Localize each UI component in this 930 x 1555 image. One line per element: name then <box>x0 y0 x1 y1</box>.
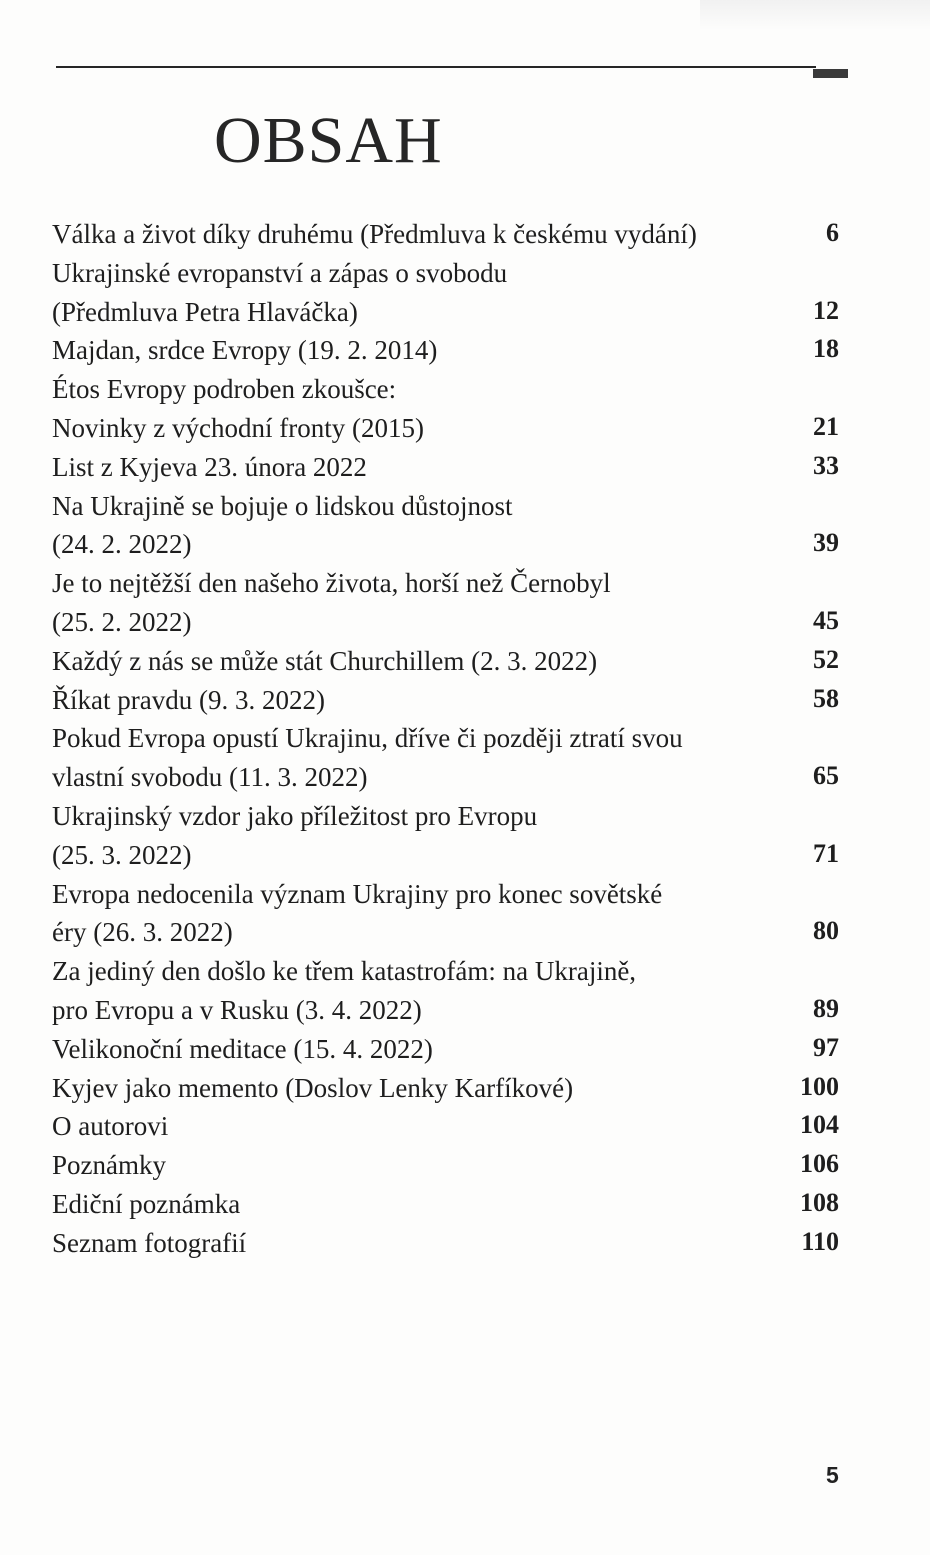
toc-entry <box>52 797 842 875</box>
toc-entry <box>52 875 842 953</box>
toc-entry-page: 89 <box>813 993 839 1023</box>
toc-entry-page: 71 <box>813 838 839 868</box>
toc-entry <box>52 487 842 565</box>
toc-entry <box>52 1185 842 1224</box>
toc-entry-page: 45 <box>813 605 839 635</box>
toc-entry-title: Říkat pravdu (9. 3. 2022) <box>52 684 325 715</box>
toc-entry-page: 58 <box>813 683 839 713</box>
toc-entry-page: 39 <box>813 528 839 558</box>
toc-entry-page: 18 <box>813 334 839 364</box>
toc-entry-page: 80 <box>813 916 839 946</box>
toc-entry-title: Pokud Evropa opustí Ukrajinu, dříve či později ztratí svou vlastní svobodu (11. 3. 2022) <box>52 723 683 793</box>
toc-entry-page: 108 <box>800 1187 839 1217</box>
toc-entry-title: O autorovi <box>52 1111 169 1142</box>
toc-entry-page: 6 <box>826 218 839 247</box>
toc-entry-title: List z Kyjeva 23. února 2022 <box>52 451 367 482</box>
toc-entry <box>52 448 842 487</box>
toc-entry <box>52 719 842 797</box>
toc-entry <box>52 1069 842 1108</box>
toc-entry-page: 97 <box>813 1032 839 1062</box>
toc-entry-title: Ukrajinské evropanství a zápas o svobodu (Předmluva Petra Hlaváčka) <box>52 257 508 327</box>
toc-entry-page: 12 <box>813 295 839 325</box>
toc-entry <box>52 215 842 254</box>
toc-entry-title: Seznam fotografií <box>52 1227 247 1258</box>
toc-entry <box>52 1107 842 1146</box>
toc-entry-title: Étos Evropy podroben zkoušce: Novinky z východní fronty (2015) <box>52 374 424 443</box>
toc-entry-page: 65 <box>813 761 839 791</box>
toc-entry <box>52 1030 842 1069</box>
toc-entry-page: 106 <box>800 1149 839 1179</box>
toc-entry-title: Evropa nedocenila význam Ukrajiny pro konec sovětské éry (26. 3. 2022) <box>52 878 663 948</box>
toc-entry <box>52 370 842 448</box>
toc-entry <box>52 331 842 370</box>
page-number: 5 <box>826 1462 839 1488</box>
toc-entry <box>52 681 842 720</box>
toc-entry <box>52 254 842 332</box>
toc-entry-title: Každý z nás se může stát Churchillem (2. 3. 2022) <box>52 645 598 676</box>
scan-shadow <box>700 0 930 30</box>
page-title: OBSAH <box>214 104 443 177</box>
toc-entry <box>52 952 842 1030</box>
toc-entry-title: Ediční poznámka <box>52 1188 241 1219</box>
toc-entry-page: 52 <box>813 644 839 674</box>
toc-entry-page: 100 <box>800 1071 839 1101</box>
toc-entry-title: Kyjev jako memento (Doslov Lenky Karfíkové) <box>52 1072 574 1103</box>
toc-entry-title: Ukrajinský vzdor jako příležitost pro Evropu (25. 3. 2022) <box>52 800 538 870</box>
toc-entry-page: 33 <box>813 450 839 480</box>
toc-entry-title: Za jediný den došlo ke třem katastrofám: na Ukrajině, pro Evropu a v Rusku (3. 4. 2022) <box>52 956 637 1025</box>
toc-entry <box>52 1224 842 1263</box>
table-of-contents <box>52 215 842 1263</box>
toc-entry-title: Poznámky <box>52 1150 166 1181</box>
toc-entry-title: Velikonoční meditace (15. 4. 2022) <box>52 1033 433 1064</box>
toc-entry-title: Je to nejtěžší den našeho života, horší než Černobyl (25. 2. 2022) <box>52 568 611 637</box>
toc-entry-title: Na Ukrajině se bojuje o lidskou důstojnost (24. 2. 2022) <box>52 490 513 560</box>
header-rule-mark <box>813 69 848 78</box>
toc-entry-page: 104 <box>800 1110 839 1140</box>
toc-entry <box>52 564 842 642</box>
header-rule <box>56 66 816 68</box>
toc-entry-page: 110 <box>801 1226 839 1256</box>
toc-entry-title: Válka a život díky druhému (Předmluva k českému vydání) <box>52 219 697 249</box>
toc-entry <box>52 642 842 681</box>
toc-entry-page: 21 <box>813 411 839 441</box>
toc-entry <box>52 1146 842 1185</box>
toc-entry-title: Majdan, srdce Evropy (19. 2. 2014) <box>52 335 438 366</box>
